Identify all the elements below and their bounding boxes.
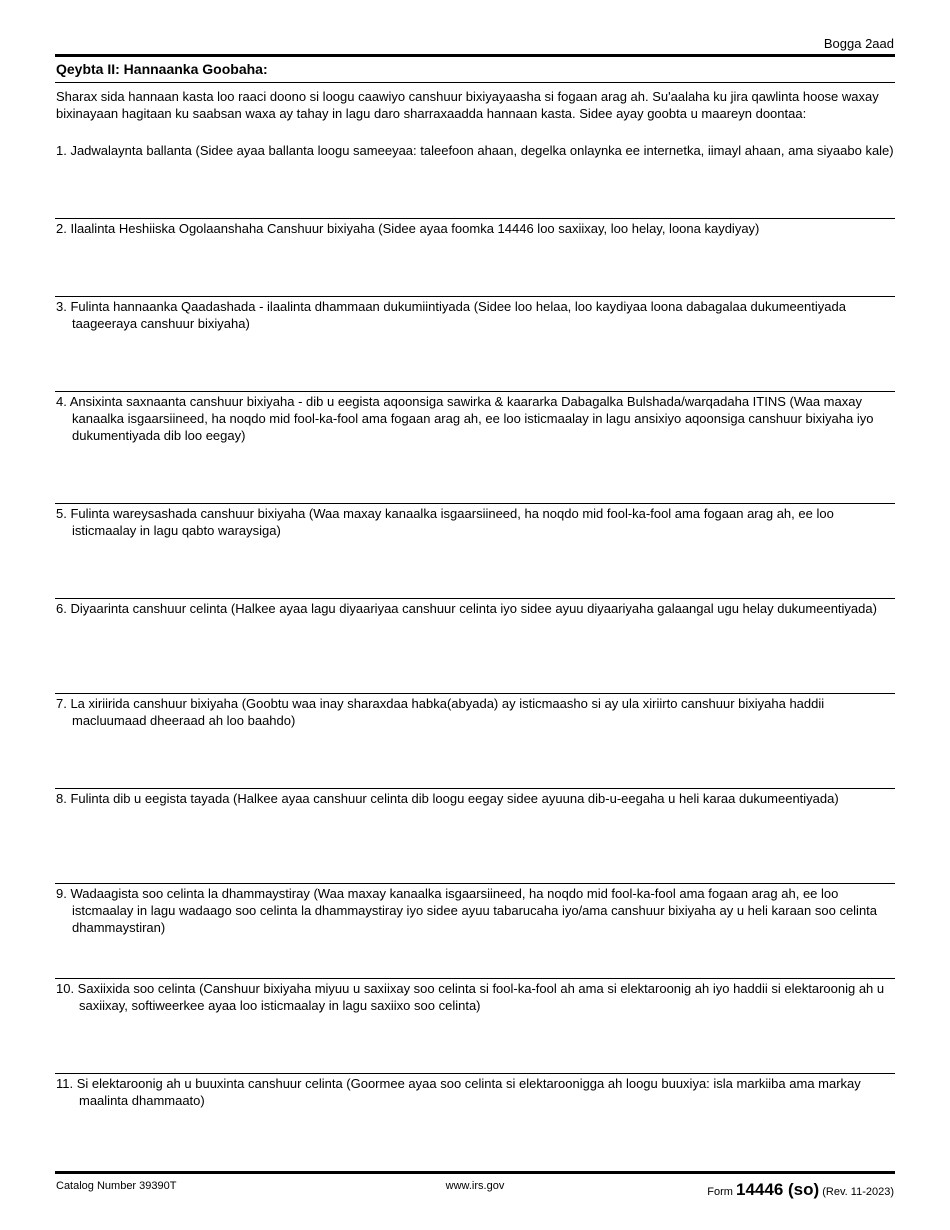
catalog-number: Catalog Number 39390T bbox=[56, 1180, 177, 1192]
section-title-rule bbox=[55, 82, 895, 83]
form-prefix: Form bbox=[707, 1186, 733, 1198]
procedure-item-7: 7. La xiriirida canshuur bixiyaha (Goobtu waa inay sharaxdaa habka(abyada) ay isticmaasho si ay ula xiriirto canshuur bixiyaha haddii macluumaad dheeraad ah loo baahdo) bbox=[56, 696, 825, 728]
footer-rule bbox=[55, 1171, 895, 1174]
procedure-item-6: 6. Diyaarinta canshuur celinta (Halkee ayaa lagu diyaariyaa canshuur celinta iyo sidee ayuu diyaariyaha galaangal ugu helay dukumeentiyada) bbox=[56, 601, 877, 616]
procedure-item-10: 10. Saxiixida soo celinta (Canshuur bixiyaha miyuu u saxiixay soo celinta si fool-ka-fool ah ama si elektaroonig ah iyo haddii si elektaroonig ah u saxiixay, softiweerkee ayaa loo isticmaalay in lagu saxiixo soo celinta) bbox=[56, 981, 885, 1013]
procedure-item-4: 4. Ansixinta saxnaanta canshuur bixiyaha - dib u eegista aqoonsiga sawirka & kaararka Dabagalka Bulshada/warqadaha ITINS (Waa maxay kanaalka isgaarsiineed, ha noqdo mid fool-ka-fool ama fogaan arag ah, ee loo isticmaalay in lagu ansixiyo aqoonsiga canshuur bixiyaha iyo dukumentiyada dib loo eegay) bbox=[56, 394, 874, 443]
form-identifier bbox=[707, 1180, 894, 1200]
form-number: 14446 (so) bbox=[736, 1180, 820, 1199]
item-divider bbox=[55, 391, 895, 392]
item-divider bbox=[55, 978, 895, 979]
section-intro: Sharax sida hannaan kasta loo raaci doono si loogu caawiyo canshuur bixiyayaasha si fogaan arag ah. Su'aalaha ku jira qawlinta hoose waxay bixinayaan hagitaan ku saabsan waxa ay tahay in lagu daro sharraxaadda hannaan kasta. Sidee ayay goobta u maareyn doontaa: bbox=[56, 89, 879, 121]
page-number: Bogga 2aad bbox=[823, 36, 894, 51]
procedure-item-8: 8. Fulinta dib u eegista tayada (Halkee ayaa canshuur celinta dib loogu eegay sidee ayuuna dib-u-eegaha u heli karaa dukumeentiyada) bbox=[56, 791, 839, 806]
form-revision: (Rev. 11-2023) bbox=[822, 1186, 894, 1198]
item-divider bbox=[55, 693, 895, 694]
item-divider bbox=[55, 598, 895, 599]
item-divider bbox=[55, 1073, 895, 1074]
procedure-item-3: 3. Fulinta hannaanka Qaadashada - ilaalinta dhammaan dukumiintiyada (Sidee loo helaa, loo kaydiyaa loona dabagalaa dukumeentiyada taageeraya canshuur bixiyaha) bbox=[56, 299, 846, 331]
procedure-item-11: 11. Si elektaroonig ah u buuxinta canshuur celinta (Goormee ayaa soo celinta si elektaroonigga ah loogu buuxiya: isla markiiba ama markay maalinta dhammaato) bbox=[56, 1076, 861, 1108]
procedure-item-5: 5. Fulinta wareysashada canshuur bixiyaha (Waa maxay kanaalka isgaarsiineed, ha noqdo mid fool-ka-fool ama fogaan arag ah, ee loo isticmaalay in lagu qabto waraysiga) bbox=[56, 506, 834, 538]
item-divider bbox=[55, 788, 895, 789]
item-divider bbox=[55, 883, 895, 884]
procedure-item-1: 1. Jadwalaynta ballanta (Sidee ayaa ballanta loogu sameeyaa: taleefoon ahaan, degelka onlaynka ee internetka, iimayl ahaan, ama siyaabo kale) bbox=[56, 143, 894, 158]
website-link: www.irs.gov bbox=[445, 1180, 505, 1192]
item-divider bbox=[55, 296, 895, 297]
item-divider bbox=[55, 503, 895, 504]
item-divider bbox=[55, 218, 895, 219]
header-rule bbox=[55, 54, 895, 57]
section-title: Qeybta II: Hannaanka Goobaha: bbox=[56, 61, 268, 77]
procedure-item-2: 2. Ilaalinta Heshiiska Ogolaanshaha Canshuur bixiyaha (Sidee ayaa foomka 14446 loo saxiixay, loo helay, loona kaydiyay) bbox=[56, 221, 760, 236]
procedure-item-9: 9. Wadaagista soo celinta la dhammaystiray (Waa maxay kanaalka isgaarsiineed, ha noqdo mid fool-ka-fool ama fogaan arag ah, ee loo istcmaalay in lagu wadaago soo celinta la dhammaystiray iyo sidee ayuu tabarucaha iyo/ama canshuur bixiyaha ay u heli karaan soo celinta dhammaystiran) bbox=[56, 886, 878, 935]
